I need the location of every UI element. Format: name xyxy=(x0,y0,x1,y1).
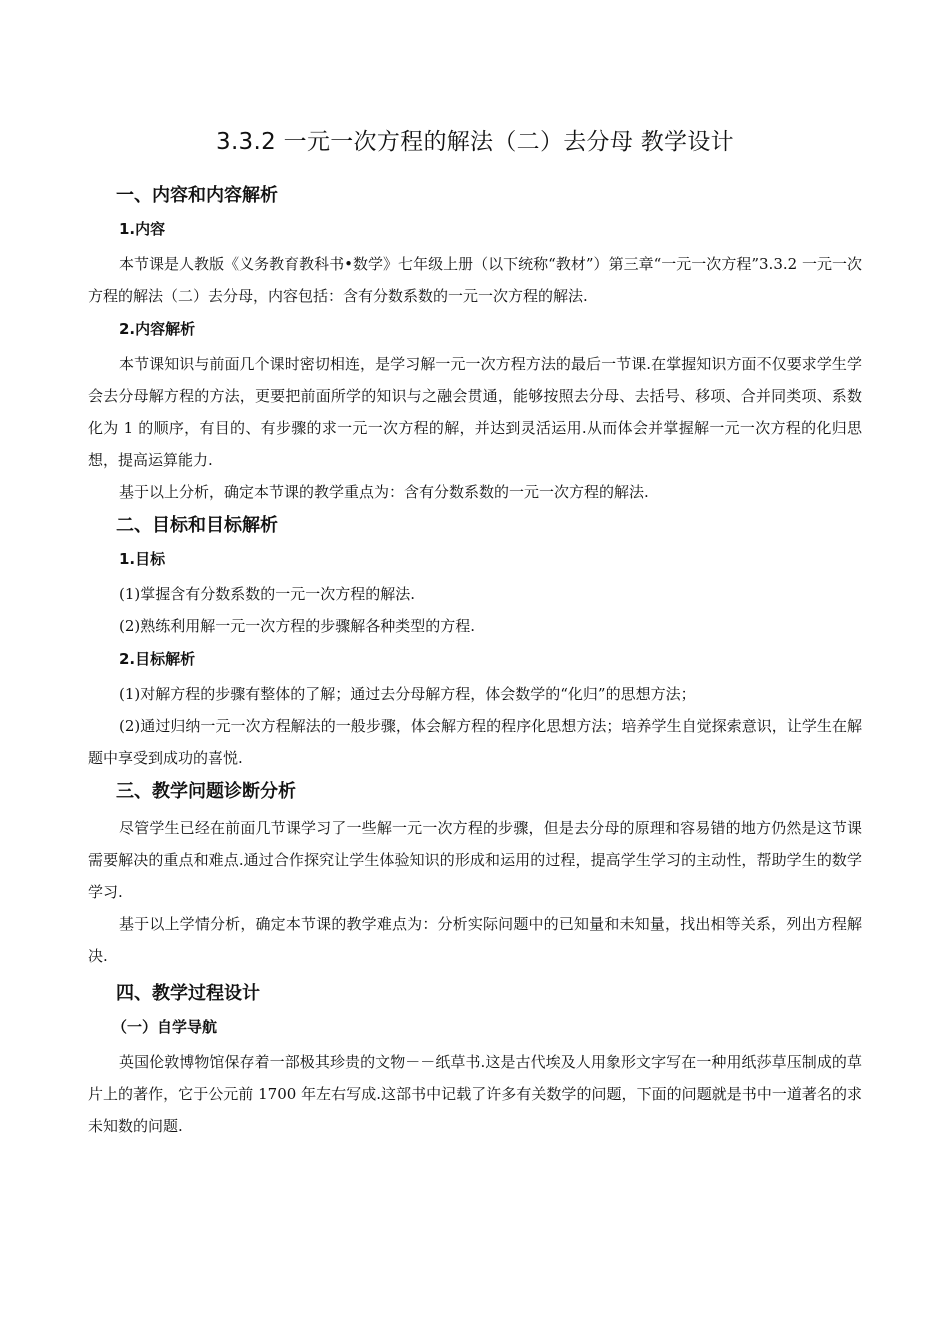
goal-item: (2)熟练利用解一元一次方程的步骤解各种类型的方程. xyxy=(119,617,476,635)
teaching-difficulty-paragraph: 基于以上学情分析，确定本节课的教学难点为：分析实际问题中的已知量和未知量，找出相等关系，列出方程解决. xyxy=(88,915,862,965)
content-paragraph: 本节课是人教版《义务教育教科书•数学》七年级上册（以下统称“教材”）第三章“一元一次方程”3.3.2 一元一次方程的解法（二）去分母，内容包括：含有分数系数的一元一次方程的解法. xyxy=(88,255,862,305)
goal-analysis-item: (1)对解方程的步骤有整体的了解；通过去分母解方程，体会数学的“化归”的思想方法； xyxy=(119,685,696,703)
page-title: 3.3.2 一元一次方程的解法（二）去分母 教学设计 xyxy=(216,129,734,155)
content-analysis-paragraph: 本节课知识与前面几个课时密切相连，是学习解一元一次方程方法的最后一节课.在掌握知识方面不仅要求学生学会去分母解方程的方法，更要把前面所学的知识与之融会贯通，能够按照去分母、去括号、移项、合并同类项、系数化为 1 的顺序，有目的、有步骤的求一元一次方程的解，并达到灵活运用.从而体会并掌握解一元一次方程的化归思想，提高运算能力. xyxy=(88,355,862,469)
goal-item: (1)掌握含有分数系数的一元一次方程的解法. xyxy=(119,585,416,603)
section-heading-goals: 二、目标和目标解析 xyxy=(116,515,278,536)
subheading-content-analysis: 2.内容解析 xyxy=(119,320,196,338)
section-heading-diagnosis: 三、教学问题诊断分析 xyxy=(116,781,296,802)
section-heading-process: 四、教学过程设计 xyxy=(116,983,260,1004)
subheading-self-study: （一）自学导航 xyxy=(112,1018,218,1036)
teaching-focus-paragraph: 基于以上分析，确定本节课的教学重点为：含有分数系数的一元一次方程的解法. xyxy=(119,483,649,501)
section-heading-content: 一、内容和内容解析 xyxy=(116,185,278,206)
subheading-goals: 1.目标 xyxy=(119,550,166,568)
goal-analysis-item: (2)通过归纳一元一次方程解法的一般步骤，体会解方程的程序化思想方法；培养学生自觉探索意识，让学生在解题中享受到成功的喜悦. xyxy=(88,717,862,767)
diagnosis-paragraph: 尽管学生已经在前面几节课学习了一些解一元一次方程的步骤，但是去分母的原理和容易错的地方仍然是这节课需要解决的重点和难点.通过合作探究让学生体验知识的形成和运用的过程，提高学生学习的主动性，帮助学生的数学学习. xyxy=(88,819,862,901)
subheading-goal-analysis: 2.目标解析 xyxy=(119,650,196,668)
subheading-content: 1.内容 xyxy=(119,220,166,238)
self-study-paragraph: 英国伦敦博物馆保存着一部极其珍贵的文物－－纸草书.这是古代埃及人用象形文字写在一种用纸莎草压制成的草片上的著作，它于公元前 1700 年左右写成.这部书中记载了许多有关数学的问题，下面的问题就是书中一道著名的求未知数的问题. xyxy=(88,1053,862,1135)
